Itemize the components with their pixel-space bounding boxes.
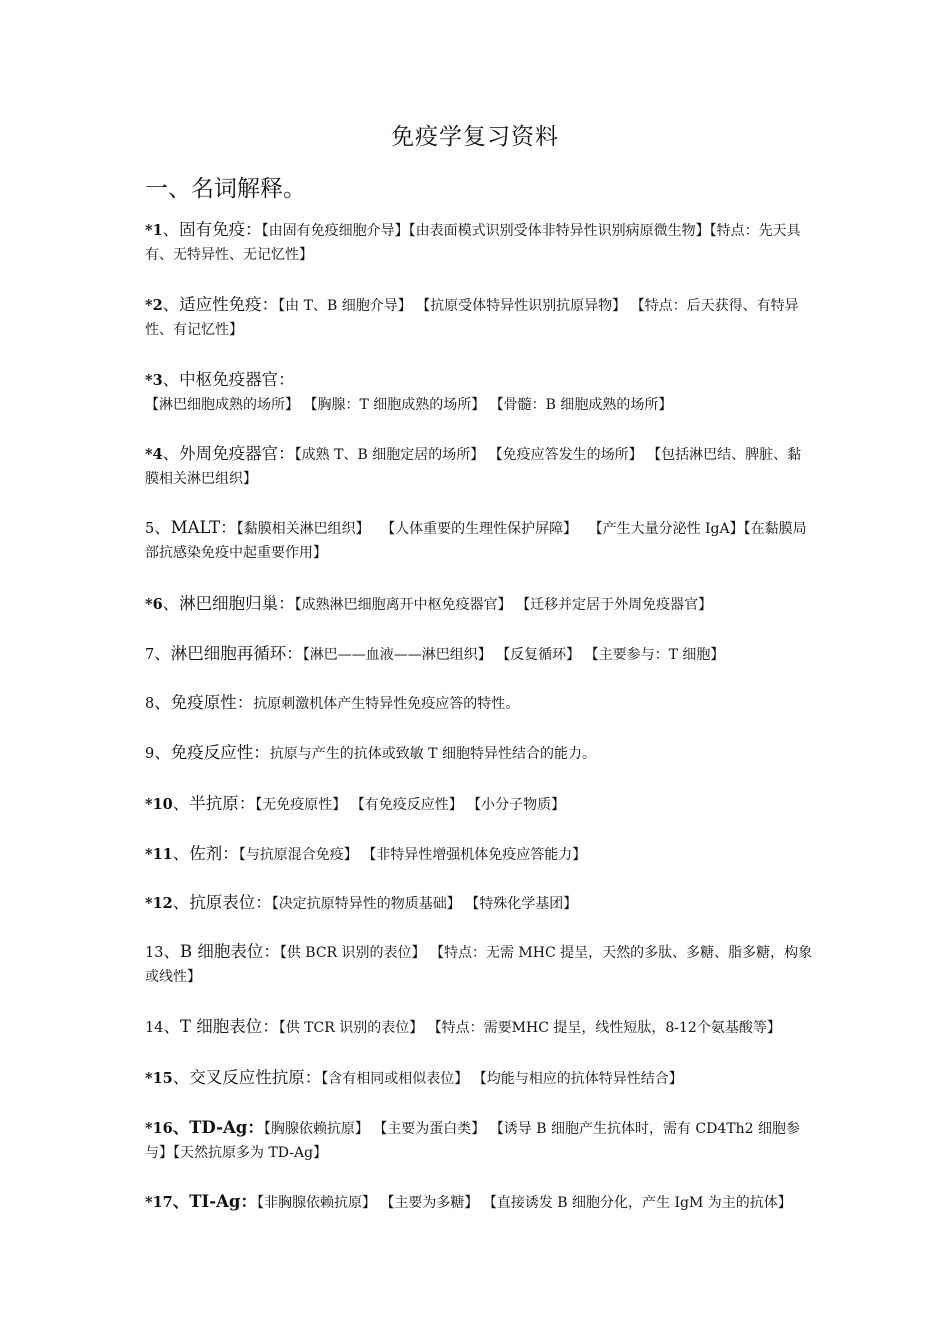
entry-term: 、外周免疫器官： xyxy=(162,444,295,463)
entry xyxy=(145,741,813,766)
entry-number: 13 xyxy=(145,945,164,961)
entry-body: 【非胸腺依赖抗原】 【主要为多糖】 【直接诱发 B 细胞分化，产生 IgM 为主的抗体】 xyxy=(256,1195,792,1211)
entry-term: 、固有免疫： xyxy=(162,220,262,239)
entry-body: 【胸腺依赖抗原】 【主要为蛋白类】 【诱导 B 细胞产生抗体时，需有 CD4Th2 细胞参与】【天然抗原多为 TD-Ag】 xyxy=(145,1121,800,1161)
entry-term: 、B 细胞表位： xyxy=(163,942,280,961)
entry xyxy=(145,1116,813,1165)
entry-term: 、适应性免疫： xyxy=(162,295,279,314)
entry-body: 【淋巴细胞成熟的场所】 【胸腺：T 细胞成熟的场所】 【骨髓：B 细胞成熟的场所】 xyxy=(145,397,673,413)
entry-body: 【由固有免疫细胞介导】【由表面模式识别受体非特异性识别病原微生物】【特点：先天具有、无特异性、无记忆性】 xyxy=(145,223,801,263)
entry-number: *1 xyxy=(145,222,163,239)
entry-body: 【由 T、B 细胞介导】 【抗原受体特异性识别抗原异物】 【特点：后天获得、有特异性、有记忆性】 xyxy=(145,298,799,338)
section-heading: 一、名词解释。 xyxy=(145,176,306,202)
entry xyxy=(145,891,813,916)
entry-number: 8 xyxy=(145,696,155,712)
entry-number: *11 xyxy=(145,846,173,863)
entry-number: *2 xyxy=(145,297,163,314)
entry-body: 【含有相同或相似表位】 【均能与相应的抗体特异性结合】 xyxy=(321,1071,683,1087)
entry-term: 、半抗原： xyxy=(172,794,256,813)
entry xyxy=(145,792,813,817)
entry-body: 【无免疫原性】 【有免疫反应性】 【小分子物质】 xyxy=(255,797,566,813)
entry xyxy=(145,218,813,267)
entry-term: 、T 细胞表位： xyxy=(163,1017,279,1036)
entry-body: 【决定抗原特异性的物质基础】 【特殊化学基团】 xyxy=(271,896,578,912)
entry-body: 【成熟 T、B 细胞定居的场所】 【免疫应答发生的场所】 【包括淋巴结、脾脏、黏膜相关淋巴组织】 xyxy=(145,447,802,487)
entry xyxy=(145,1190,813,1215)
entry-term: 、MALT： xyxy=(154,518,237,537)
entry-body: 【黏膜相关淋巴组织】 【人体重要的生理性保护屏障】 【产生大量分泌性 IgA】【在黏膜局部抗感染免疫中起重要作用】 xyxy=(145,521,807,561)
document-title: 免疫学复习资料 xyxy=(391,124,559,150)
entry-body: 【成熟淋巴细胞离开中枢免疫器官】 【迁移并定居于外周免疫器官】 xyxy=(294,597,713,613)
entry xyxy=(145,442,813,491)
entry-term: 、TI-Ag： xyxy=(172,1192,257,1211)
entry-number: *16 xyxy=(145,1120,173,1137)
entry-number: *15 xyxy=(145,1070,173,1087)
entry-term: 、TD-Ag： xyxy=(172,1118,264,1137)
entry-term: 、免疫反应性： xyxy=(154,743,270,762)
entry-term: 、中枢免疫器官： xyxy=(162,370,295,389)
entry-number: *12 xyxy=(145,895,173,912)
entry xyxy=(145,940,813,989)
entry-number: *10 xyxy=(145,796,173,813)
entry xyxy=(145,1015,813,1040)
entry xyxy=(145,368,813,417)
entry xyxy=(145,691,813,716)
entry xyxy=(145,516,813,565)
entry-body: 【供 BCR 识别的表位】 【特点：无需 MHC 提呈，天然的多肽、多糖、脂多糖，构象或线性】 xyxy=(145,945,813,985)
entry-number: 14 xyxy=(145,1020,164,1036)
entry-number: 7 xyxy=(145,647,155,663)
entry-body: 【供 TCR 识别的表位】 【特点：需要MHC 提呈，线性短肽，8-12个氨基酸等】 xyxy=(278,1020,781,1036)
entry-term: 、淋巴细胞归巢： xyxy=(162,594,295,613)
entry-term: 、佐剂： xyxy=(172,844,239,863)
entry-body: 【淋巴——血液——淋巴组织】 【反复循环】 【主要参与：T 细胞】 xyxy=(302,647,725,663)
entry-number: *6 xyxy=(145,596,163,613)
entry-body: 【与抗原混合免疫】 【非特异性增强机体免疫应答能力】 xyxy=(238,847,587,863)
entry-term: 、免疫原性： xyxy=(154,693,254,712)
entry-number: *3 xyxy=(145,372,163,389)
entry xyxy=(145,642,813,667)
entry-term: 、交叉反应性抗原： xyxy=(172,1068,322,1087)
entry-term: 、淋巴细胞再循环： xyxy=(154,644,303,663)
entry-number: *4 xyxy=(145,446,163,463)
entry xyxy=(145,1066,813,1091)
entry-number: 5 xyxy=(145,521,155,537)
entry-body: 抗原刺激机体产生特异性免疫应答的特性。 xyxy=(253,696,520,712)
entry-body: 抗原与产生的抗体或致敏 T 细胞特异性结合的能力。 xyxy=(269,746,596,762)
entry xyxy=(145,842,813,867)
entry xyxy=(145,293,813,342)
entry-term: 、抗原表位： xyxy=(172,893,272,912)
entry-number: *17 xyxy=(145,1194,173,1211)
entry-number: 9 xyxy=(145,746,155,762)
entry xyxy=(145,592,813,617)
